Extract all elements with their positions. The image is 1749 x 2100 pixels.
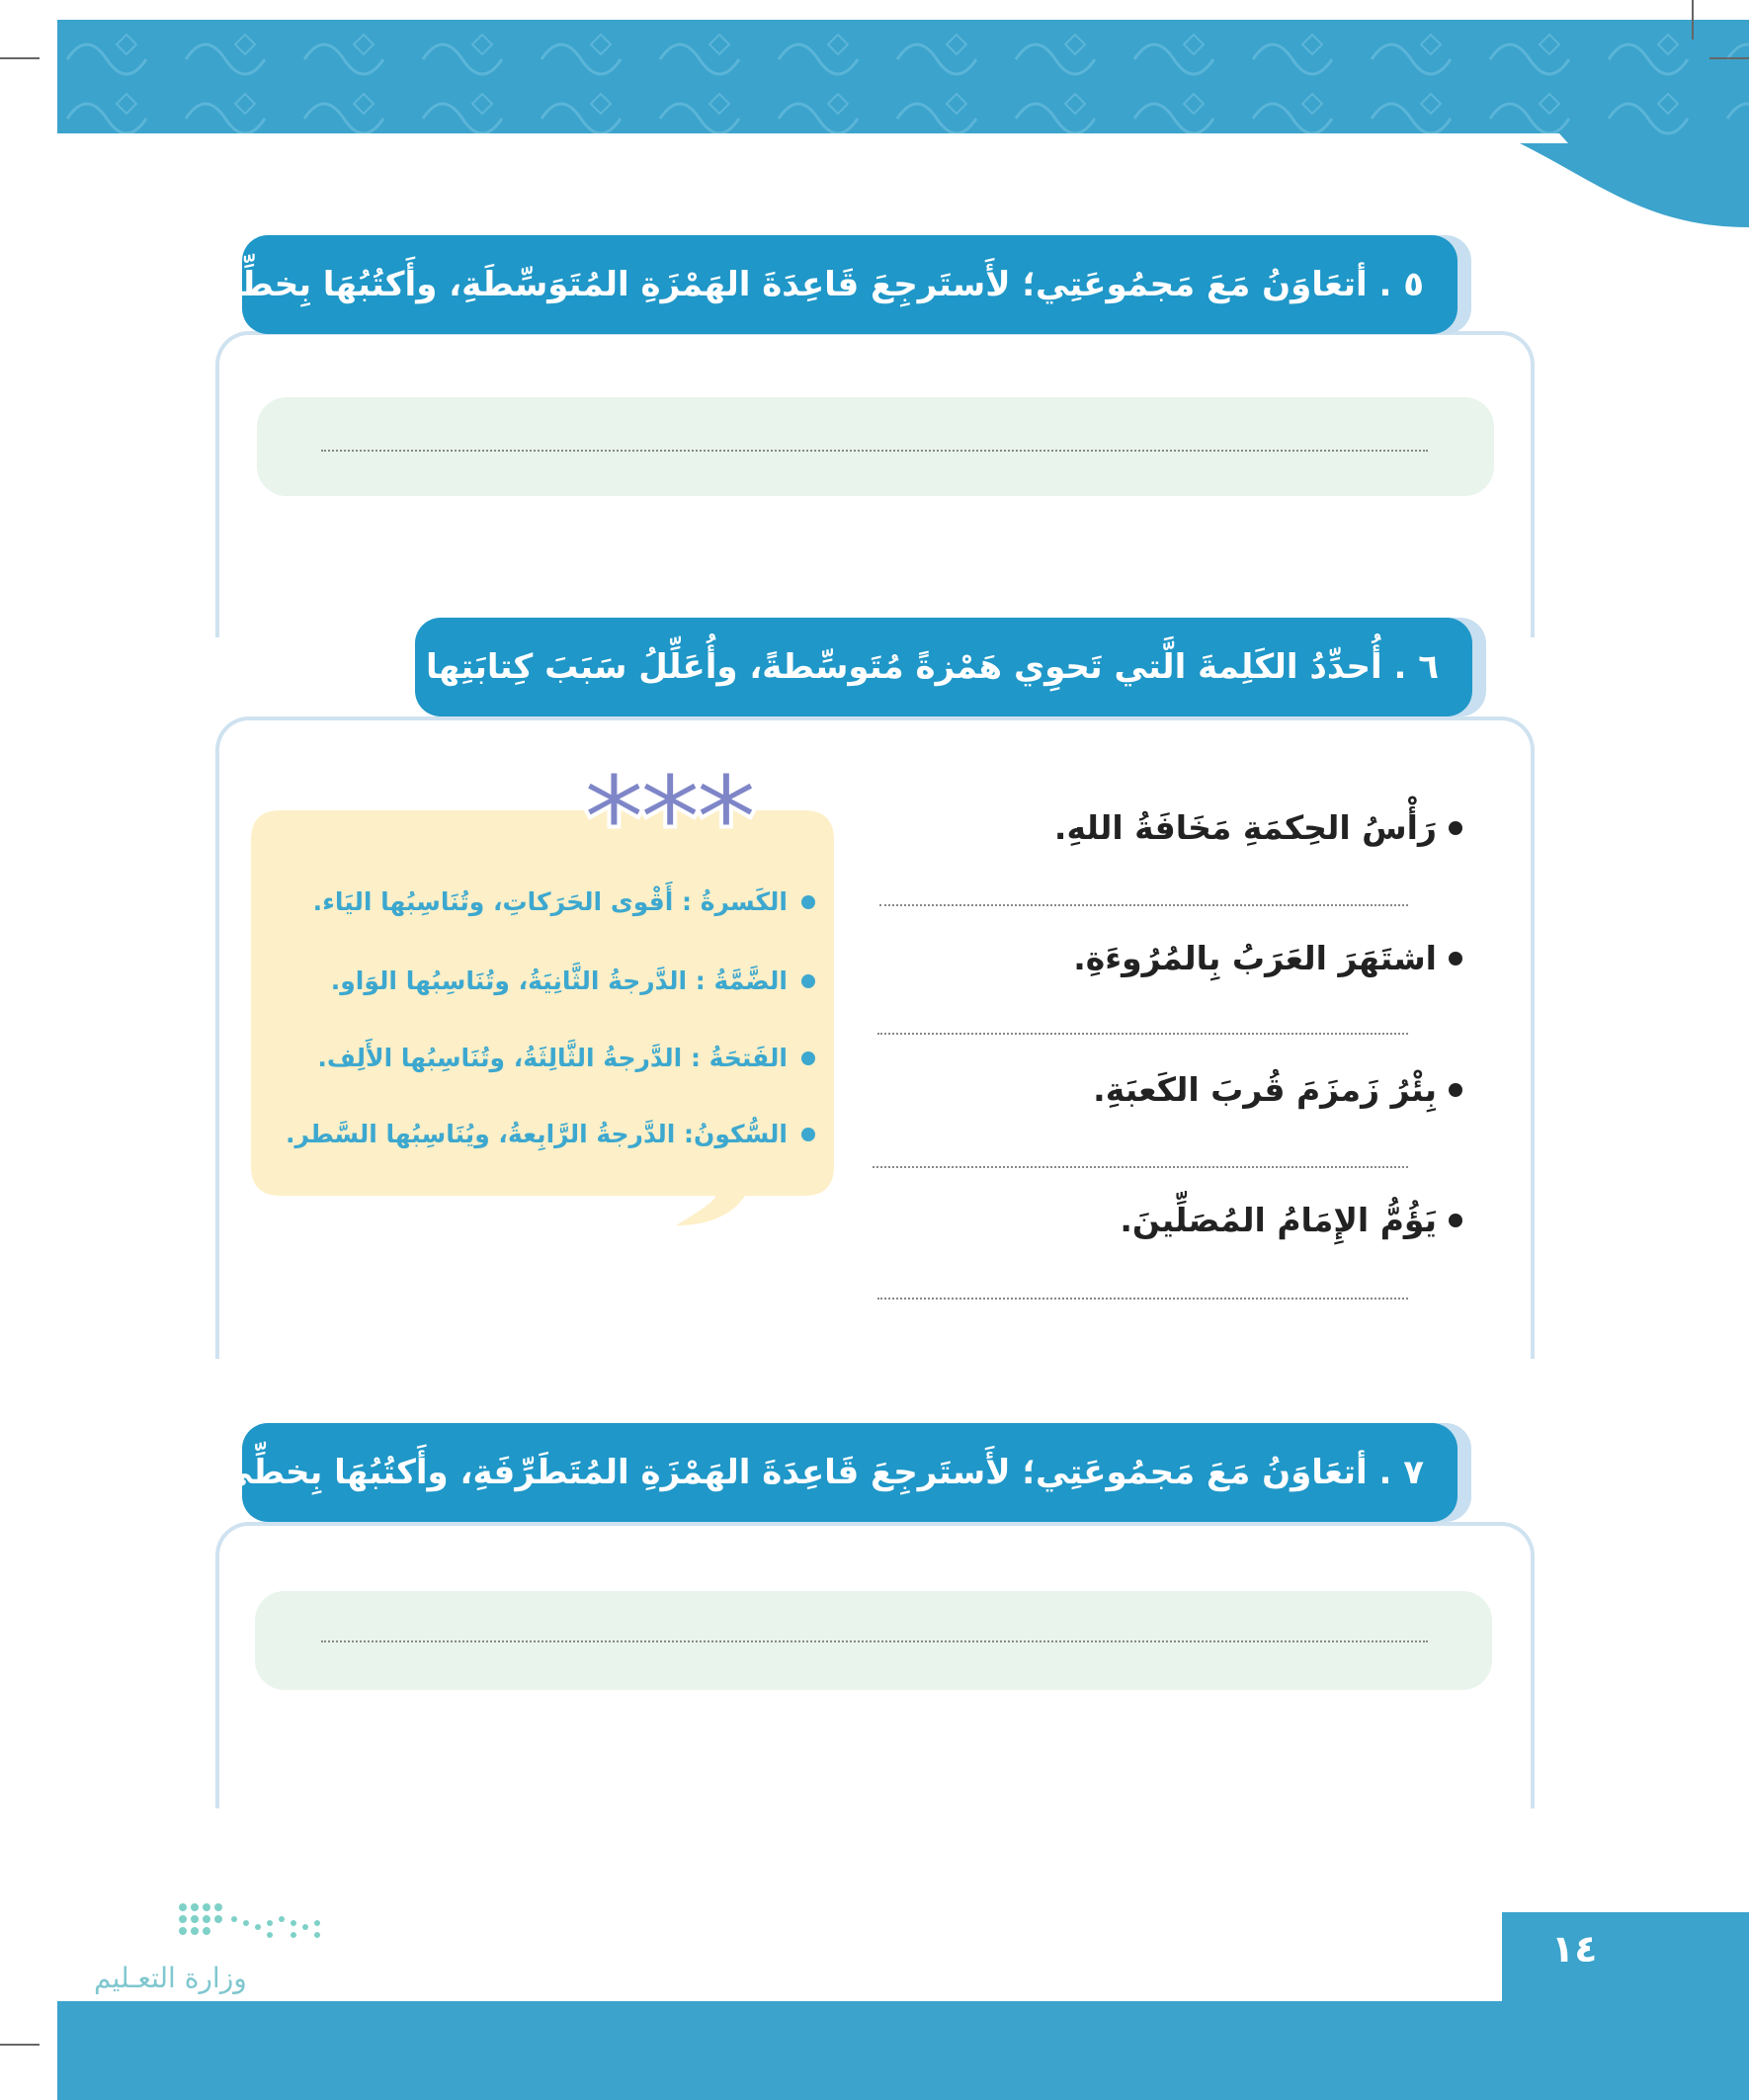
bullet-icon	[801, 895, 815, 909]
answer-line	[321, 450, 1428, 452]
note-item: الضَّمَّةُ : الدَّرجةُ الثَّانِيَةُ، وتُنَاسِبُها الوَاو.	[331, 966, 815, 995]
ministry-name: وزارة التعـليم	[94, 1962, 247, 1994]
stars-icon: ***	[583, 751, 752, 888]
statement-text: رَأْسُ الحِكمَةِ مَخَافَةُ اللهِ.	[1053, 808, 1437, 847]
page-number-tab	[1502, 1912, 1749, 2001]
bullet-icon	[801, 974, 815, 988]
section-7-title: ٧ . أتعَاوَنُ مَعَ مَجمُوعَتِي؛ لأَستَرجِعَ قَاعِدَةَ الهَمْزَةِ المُتَطَرِّفَةِ، وأَكتُبُهَا بِخطِّي الجَمِيلِ :	[242, 1423, 1458, 1522]
crop-mark	[0, 57, 40, 59]
crop-mark	[1692, 0, 1694, 40]
header-band	[57, 20, 1749, 143]
statement-text: بِئْرُ زَمزَمَ قُربَ الكَعبَةِ.	[1093, 1070, 1437, 1109]
bullet-icon	[801, 1051, 815, 1065]
section-5-answer-box[interactable]	[257, 397, 1494, 496]
note-item: الكَسرةُ : أَقْوى الحَرَكاتِ، وتُنَاسِبُها اليَاء.	[313, 887, 815, 916]
statement-4	[1120, 1201, 1462, 1239]
note-item: الفَتحَةُ : الدَّرجةُ الثَّالِثَةُ، وتُنَاسِبُها الأَلِف.	[317, 1044, 815, 1072]
header-curve	[57, 143, 1749, 227]
footer-band	[57, 2001, 1749, 2100]
statement-2	[1073, 939, 1462, 977]
statement-3	[1093, 1070, 1462, 1109]
statement-1	[1054, 808, 1462, 847]
bullet-icon	[1449, 821, 1462, 835]
page-number: ١٤	[1551, 1927, 1598, 1971]
note-item: السُّكونُ: الدَّرجةُ الرَّابِعةُ، ويُنَاسِبُها السَّطر.	[286, 1120, 815, 1148]
bullet-icon	[1449, 1083, 1462, 1097]
answer-line	[321, 1640, 1428, 1642]
ministry-logo-icon	[173, 1897, 331, 1947]
section-6-title: ٦ . أُحدِّدُ الكَلِمةَ الَّتي تَحوِي هَمْزةً مُتَوسِّطةً، وأُعَلِّلُ سَبَبَ كِتابَتِها :	[415, 618, 1472, 716]
statement-text: اشتَهَرَ العَرَبُ بِالمُرُوءَةِ.	[1073, 939, 1437, 977]
section-5-title: ٥ . أتعَاوَنُ مَعَ مَجمُوعَتِي؛ لأَستَرجِعَ قَاعِدَةَ الهَمْزَةِ المُتَوَسِّطَةِ، وأَكتُبُهَا بِخطِّي الجَمِيلِ :	[242, 235, 1458, 334]
crop-mark	[0, 2044, 40, 2046]
statement-text: يَؤُمُّ الإِمَامُ المُصَلِّينَ.	[1120, 1201, 1437, 1239]
bullet-icon	[1449, 952, 1462, 966]
bullet-icon	[1449, 1214, 1462, 1227]
bullet-icon	[801, 1128, 815, 1141]
crop-mark	[1709, 57, 1749, 59]
